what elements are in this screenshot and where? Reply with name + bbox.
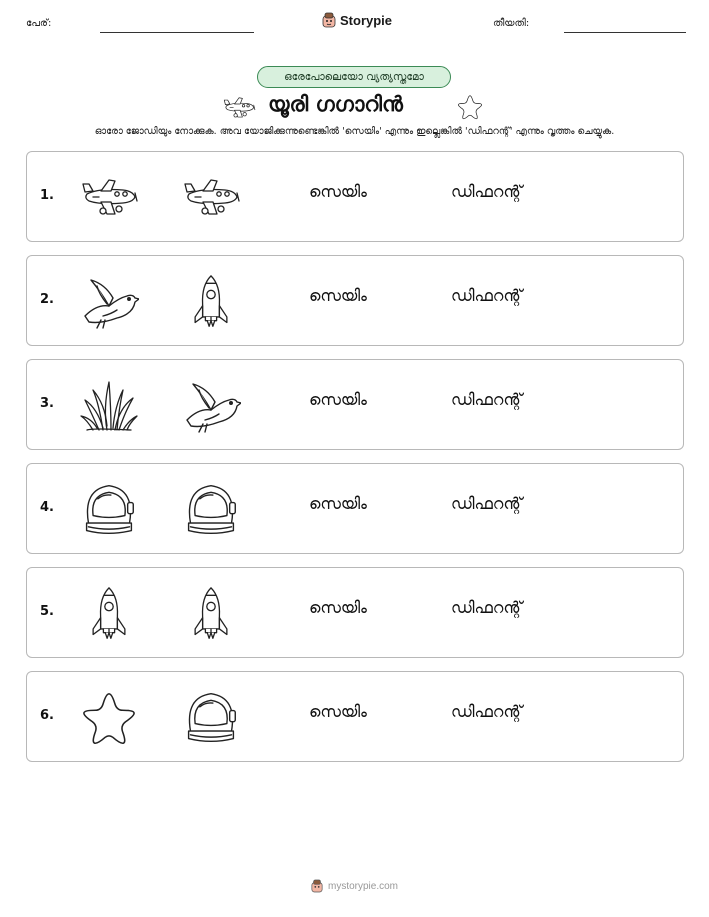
question-number: 1.: [40, 188, 54, 203]
astronaut-helmet-icon: [79, 482, 139, 538]
question-row-3: [26, 359, 684, 450]
question-number: 2.: [40, 292, 54, 307]
storypie-mascot-icon: [311, 879, 323, 893]
same-option[interactable]: സെയിം: [309, 598, 367, 617]
question-row-4: [26, 463, 684, 554]
airplane-icon: [222, 96, 256, 120]
question-number: 4.: [40, 500, 54, 515]
airplane-icon: [79, 170, 139, 226]
question-row-2: [26, 255, 684, 346]
same-option[interactable]: സെയിം: [309, 702, 367, 721]
bird-icon: [181, 378, 241, 434]
same-option[interactable]: സെയിം: [309, 390, 367, 409]
same-option[interactable]: സെയിം: [309, 182, 367, 201]
bird-icon: [79, 274, 139, 330]
rocket-icon: [181, 586, 241, 642]
question-number: 6.: [40, 708, 54, 723]
worksheet-tag: [257, 66, 451, 88]
different-option[interactable]: ഡിഫറന്റ്: [451, 182, 523, 201]
same-option[interactable]: സെയിം: [309, 286, 367, 305]
header: [0, 0, 709, 50]
question-row-1: [26, 151, 684, 242]
footer-url[interactable]: mystorypie.com: [327, 880, 398, 892]
grass-icon: [79, 378, 139, 434]
different-option[interactable]: ഡിഫറന്റ്: [451, 702, 523, 721]
date-label: തീയതി:: [493, 18, 530, 29]
storypie-mascot-icon: [322, 12, 336, 28]
brand-name: Storypie: [340, 12, 393, 28]
different-option[interactable]: ഡിഫറന്റ്: [451, 598, 523, 617]
different-option[interactable]: ഡിഫറന്റ്: [451, 286, 523, 305]
name-line[interactable]: [100, 32, 254, 33]
date-line[interactable]: [564, 32, 686, 33]
star-icon: [456, 94, 484, 120]
question-row-6: [26, 671, 684, 762]
question-number: 5.: [40, 604, 54, 619]
instructions: ഓരോ ജോഡിയും നോക്കുക. അവ യോജിക്കുന്നുണ്ടെങ്കിൽ 'സെയിം' എന്നും ഇല്ലെങ്കിൽ 'ഡിഫറന്റ്' എന്നും വൃത്തം ചെയ്യുക.: [94, 126, 615, 137]
different-option[interactable]: ഡിഫറന്റ്: [451, 390, 523, 409]
title-row: [0, 90, 709, 124]
question-number: 3.: [40, 396, 54, 411]
brand-logo: [322, 12, 392, 28]
rocket-icon: [79, 586, 139, 642]
star-icon: [79, 690, 139, 746]
different-option[interactable]: ഡിഫറന്റ്: [451, 494, 523, 513]
astronaut-helmet-icon: [181, 482, 241, 538]
same-option[interactable]: സെയിം: [309, 494, 367, 513]
name-label: പേര്:: [26, 18, 52, 29]
worksheet-tag-label: ഒരേപോലെയോ വ്യത്യസ്തമോ: [284, 70, 424, 83]
astronaut-helmet-icon: [181, 690, 241, 746]
airplane-icon: [181, 170, 241, 226]
footer: [0, 879, 709, 893]
page-title: യൂരി ഗഗാറിൻ: [268, 92, 403, 116]
rocket-icon: [181, 274, 241, 330]
question-row-5: [26, 567, 684, 658]
